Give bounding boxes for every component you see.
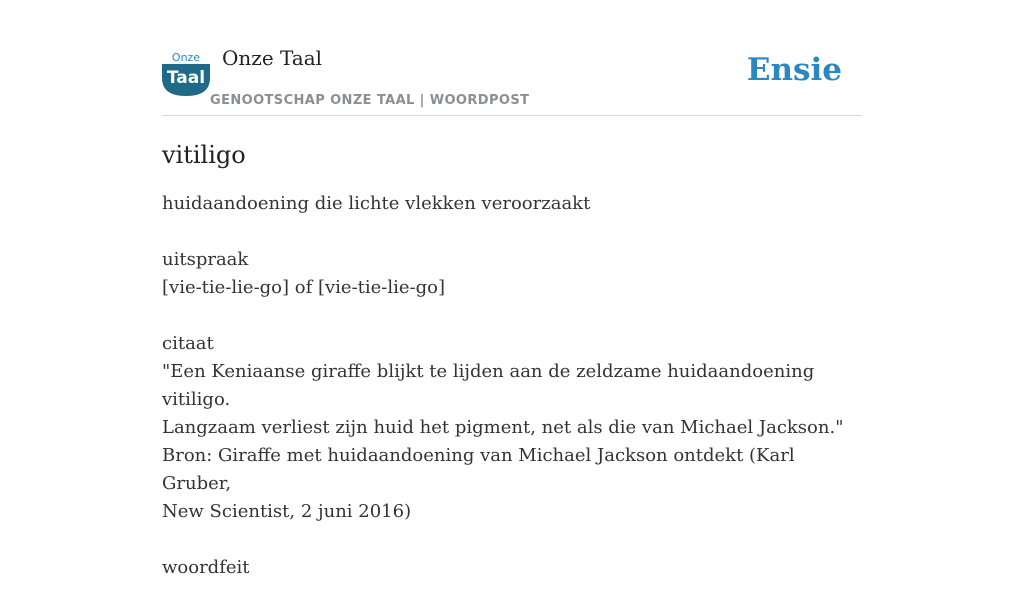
definition: huidaandoening die lichte vlekken veroorzaakt	[162, 193, 591, 214]
fact-block	[162, 554, 862, 582]
pronunciation-text: [vie-tie-lie-go] of [vie-tie-lie-go]	[162, 277, 446, 298]
source-line: Bron: Giraffe met huidaandoening van Michael Jackson ontdekt (Karl Gruber,	[162, 445, 795, 494]
quote-block	[162, 330, 862, 526]
pronunciation-block	[162, 246, 862, 302]
logo-top-text: Onze	[171, 51, 201, 64]
entry-body	[162, 190, 862, 582]
onze-taal-logo[interactable]	[162, 52, 210, 96]
entry-term: vitiligo	[162, 141, 246, 169]
source-line: New Scientist, 2 juni 2016)	[162, 501, 412, 522]
logo-bottom-text: Taal	[166, 68, 206, 88]
entry-header	[162, 40, 862, 116]
fact-heading: woordfeit	[162, 557, 250, 578]
quote-line: "Een Keniaanse giraffe blijkt te lijden aan de zeldzame huidaandoening vitiligo.	[162, 361, 815, 410]
pronunciation-heading: uitspraak	[162, 249, 249, 270]
site-name-link[interactable]: Onze Taal	[222, 46, 323, 70]
site-subtitle: GENOOTSCHAP ONZE TAAL | WOORDPOST	[210, 93, 530, 108]
ensie-brand-link[interactable]: Ensie	[746, 52, 842, 88]
entry-card	[162, 40, 862, 610]
quote-heading: citaat	[162, 333, 214, 354]
quote-line: Langzaam verliest zijn huid het pigment, net als die van Michael Jackson."	[162, 417, 844, 438]
onze-taal-logo-icon	[162, 52, 210, 96]
